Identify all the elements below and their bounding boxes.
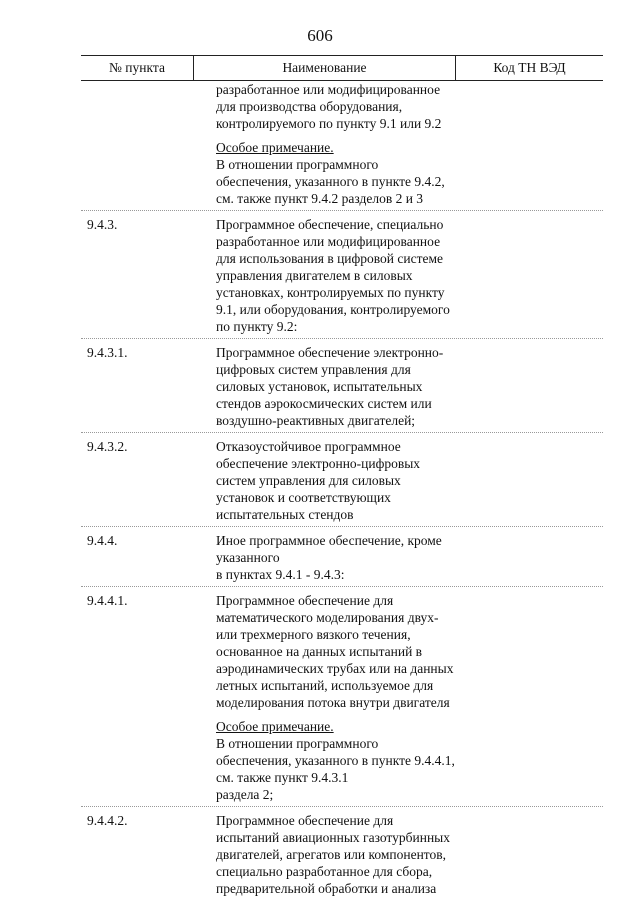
text-line: раздела 2; — [216, 787, 274, 802]
text-line: математического моделирования двух- — [216, 610, 439, 625]
text-line: контролируемого по пункту 9.1 или 9.2 — [216, 116, 442, 131]
text-line: управления двигателем в силовых — [216, 268, 413, 283]
text-line: обеспечения, указанного в пункте 9.4.2, — [216, 174, 445, 189]
text-line: Программное обеспечение, специально — [216, 217, 444, 232]
text-line: основанное на данных испытаний в — [216, 644, 423, 659]
text-line: специально разработанное для сбора, — [216, 864, 433, 879]
text-line: указанного — [216, 550, 280, 565]
entry-text — [216, 438, 478, 523]
table-row — [0, 139, 640, 207]
text-line: для использования в цифровой системе — [216, 251, 444, 266]
text-line: обеспечение электронно-цифровых — [216, 456, 421, 471]
table-row — [0, 592, 640, 711]
text-line: Программное обеспечение электронно- — [216, 345, 444, 360]
table-header — [81, 55, 603, 81]
entry-text — [216, 812, 478, 897]
special-note — [216, 139, 478, 207]
table-row — [0, 532, 640, 583]
text-line: Программное обеспечение для — [216, 813, 394, 828]
page-number: 606 — [307, 26, 333, 45]
table-row — [0, 718, 640, 803]
text-line: стендов аэрокосмических систем или — [216, 396, 432, 411]
header-item-number: № пункта — [81, 56, 194, 80]
table-row — [0, 216, 640, 335]
text-line: испытаний авиационных газотурбинных — [216, 830, 450, 845]
note-title: Особое примечание. — [216, 140, 334, 155]
text-line: силовых установок, испытательных — [216, 379, 423, 394]
text-line: по пункту 9.2: — [216, 319, 298, 334]
header-code: Код ТН ВЭД — [493, 60, 566, 75]
text-line: установок и соответствующих — [216, 490, 391, 505]
text-line: цифровых систем управления для — [216, 362, 411, 377]
text-line: В отношении программного — [216, 736, 379, 751]
text-line: обеспечения, указанного в пункте 9.4.4.1, — [216, 753, 455, 768]
table-row — [0, 812, 640, 897]
entry-text — [216, 81, 478, 132]
table-row — [0, 344, 640, 429]
item-number: 9.4.4.1. — [87, 593, 128, 608]
text-line: Иное программное обеспечение, кроме — [216, 533, 442, 548]
table-row — [0, 81, 640, 132]
text-line: см. также пункт 9.4.3.1 — [216, 770, 349, 785]
text-line: летных испытаний, используемое для — [216, 678, 434, 693]
entry-text — [216, 344, 478, 429]
text-line: в пунктах 9.4.1 - 9.4.3: — [216, 567, 345, 582]
text-line: или трехмерного вязкого течения, — [216, 627, 411, 642]
text-line: испытательных стендов — [216, 507, 354, 522]
item-number: 9.4.4. — [87, 533, 118, 548]
text-line: аэродинамических трубах или на данных — [216, 661, 454, 676]
text-line: установках, контролируемых по пункту — [216, 285, 445, 300]
text-line: разработанное или модифицированное — [216, 234, 441, 249]
text-line: см. также пункт 9.4.2 разделов 2 и 3 — [216, 191, 424, 206]
text-line: Отказоустойчивое программное — [216, 439, 401, 454]
text-line: Программное обеспечение для — [216, 593, 394, 608]
special-note — [216, 718, 478, 803]
text-line: систем управления для силовых — [216, 473, 401, 488]
item-number: 9.4.3.1. — [87, 345, 128, 360]
text-line: 9.1, или оборудования, контролируемого — [216, 302, 450, 317]
table-row — [0, 438, 640, 523]
text-line: воздушно-реактивных двигателей; — [216, 413, 416, 428]
text-line: В отношении программного — [216, 157, 379, 172]
item-number: 9.4.3.2. — [87, 439, 128, 454]
text-line: для производства оборудования, — [216, 99, 403, 114]
entry-text — [216, 592, 478, 711]
text-line: моделирования потока внутри двигателя — [216, 695, 450, 710]
text-line: предварительной обработки и анализа — [216, 881, 437, 896]
header-name: Наименование — [194, 56, 456, 80]
entry-text — [216, 532, 478, 583]
text-line: двигателей, агрегатов или компонентов, — [216, 847, 447, 862]
document-body — [0, 81, 640, 897]
note-title: Особое примечание. — [216, 719, 334, 734]
item-number: 9.4.4.2. — [87, 813, 128, 828]
entry-text — [216, 216, 478, 335]
item-number: 9.4.3. — [87, 217, 118, 232]
text-line: разработанное или модифицированное — [216, 82, 441, 97]
